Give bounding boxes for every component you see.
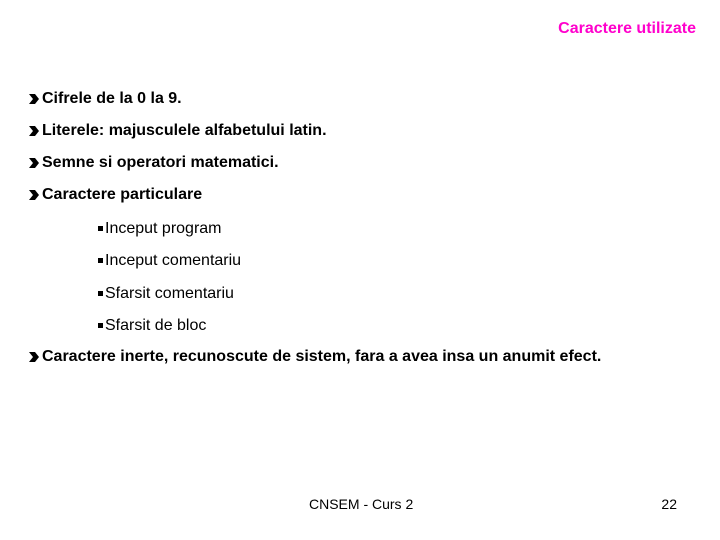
sub-bullet-program-start xyxy=(98,220,222,238)
footer-course-label: CNSEM - Curs 2 xyxy=(309,496,414,512)
bullet-special-characters xyxy=(28,186,202,204)
bullet-text: Literele: majusculele alfabetului latin. xyxy=(42,122,327,139)
bullet-digits xyxy=(28,90,182,108)
bullet-text: Caractere particulare xyxy=(42,186,203,203)
bullet-operators xyxy=(28,154,279,172)
sub-bullet-comment-end xyxy=(98,285,234,303)
bullet-text: Cifrele de la 0 la 9. xyxy=(42,90,182,107)
arrow-bullet-icon xyxy=(28,189,40,201)
arrow-bullet-icon xyxy=(28,351,40,363)
square-bullet-icon xyxy=(98,323,103,328)
arrow-bullet-icon xyxy=(28,157,40,169)
sub-bullet-comment-start xyxy=(98,252,241,270)
bullet-text: Semne si operatori matematici. xyxy=(42,154,279,171)
slide-title: Caractere utilizate xyxy=(558,20,696,37)
page-number: 22 xyxy=(661,496,677,512)
sub-bullet-text: Inceput comentariu xyxy=(105,252,242,269)
arrow-bullet-icon xyxy=(28,93,40,105)
sub-bullet-text: Inceput program xyxy=(105,220,222,237)
sub-bullet-text: Sfarsit comentariu xyxy=(105,285,234,302)
sub-bullet-block-end xyxy=(98,317,206,335)
bullet-letters xyxy=(28,122,327,140)
square-bullet-icon xyxy=(98,291,103,296)
square-bullet-icon xyxy=(98,258,103,263)
sub-bullet-text: Sfarsit de bloc xyxy=(105,317,207,334)
bullet-text: Caractere inerte, recunoscute de sistem, fara a avea insa un anumit efect. xyxy=(42,348,602,365)
arrow-bullet-icon xyxy=(28,125,40,137)
square-bullet-icon xyxy=(98,226,103,231)
bullet-inert-characters xyxy=(28,348,601,366)
